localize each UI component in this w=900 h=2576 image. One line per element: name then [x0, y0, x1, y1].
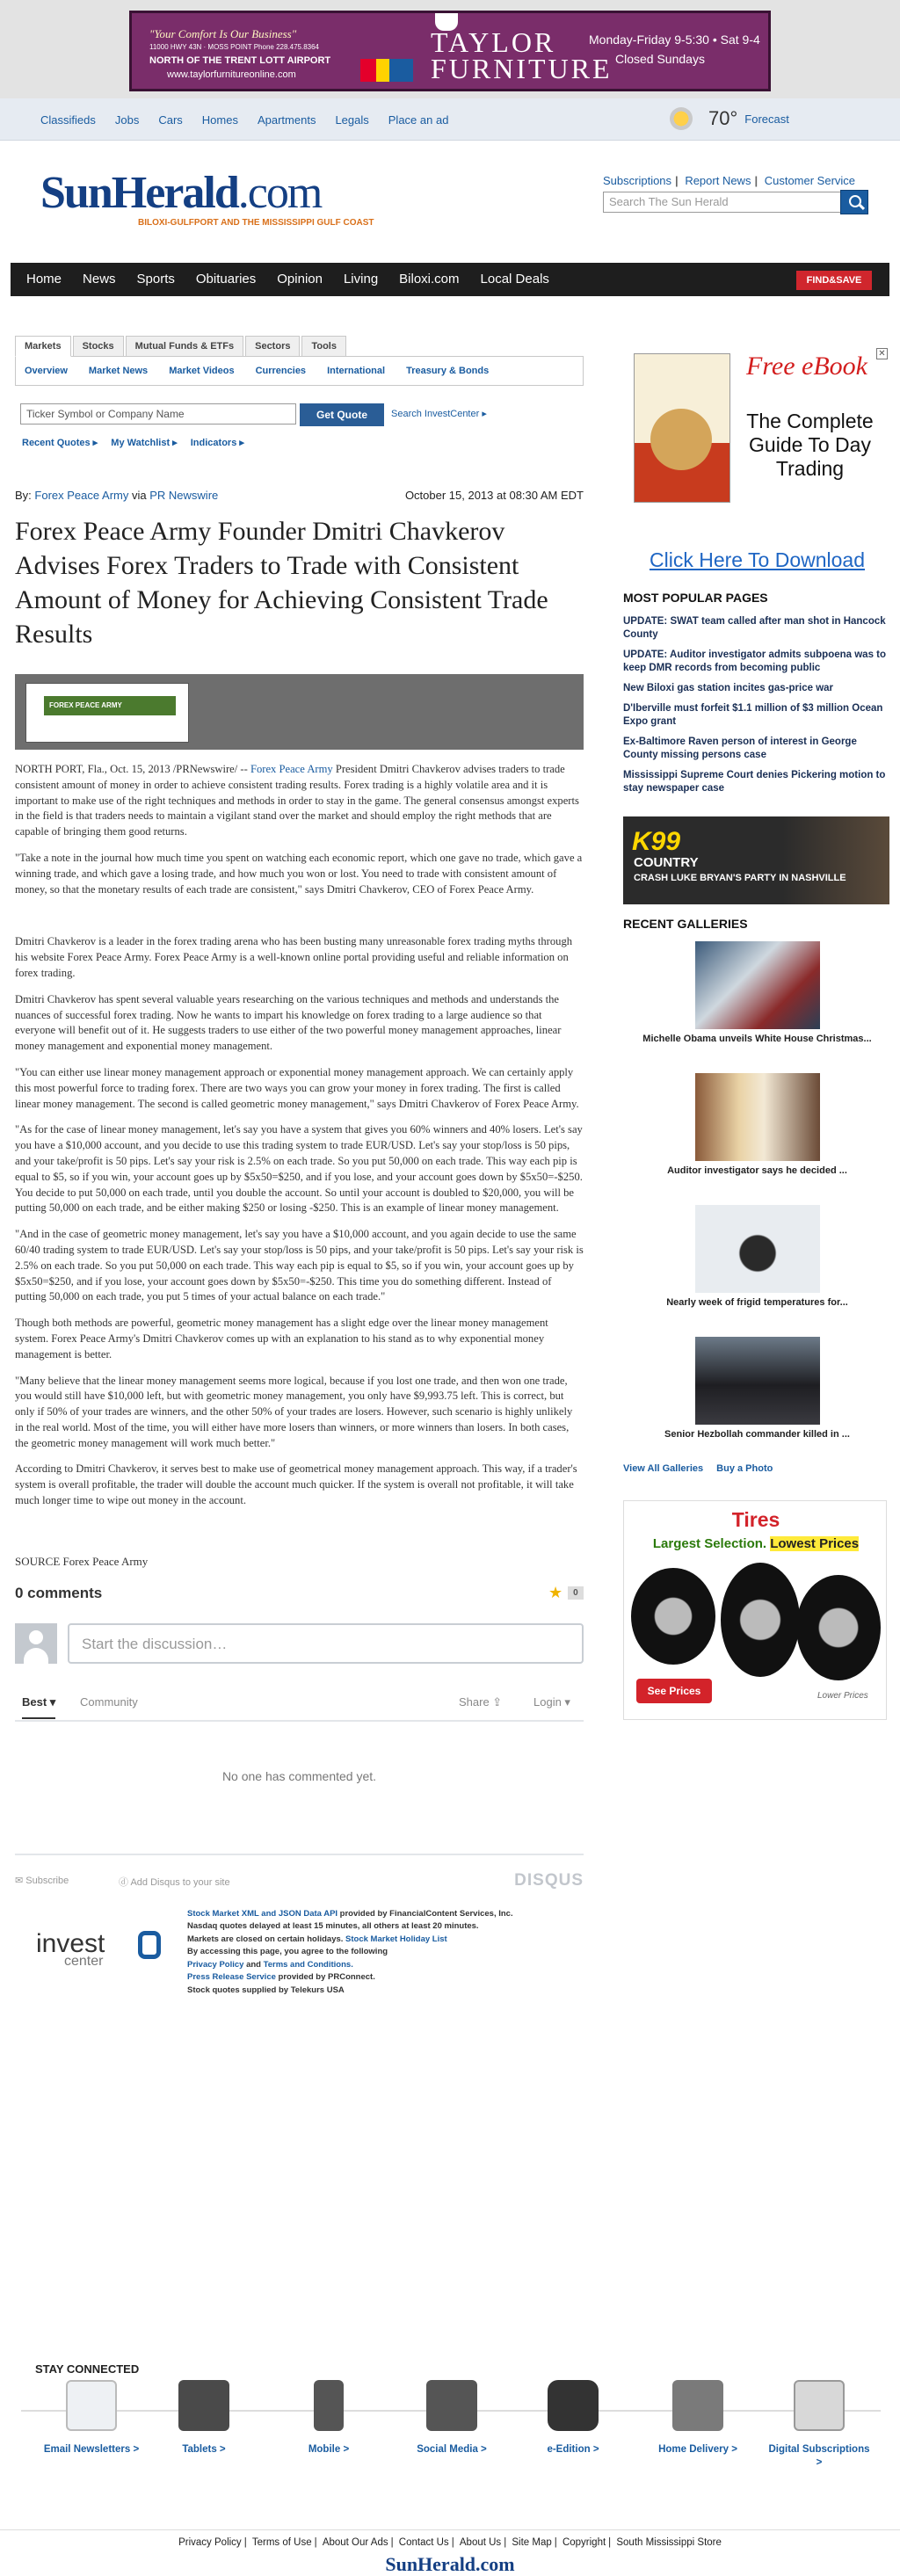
nav-biloxi[interactable]: Biloxi.com: [399, 272, 460, 287]
get-quote-button[interactable]: Get Quote: [300, 403, 384, 426]
comment-count: 0 comments: [15, 1584, 103, 1601]
site-logo[interactable]: [40, 167, 321, 219]
social-media-link[interactable]: Social Media >: [417, 2444, 487, 2455]
recommend-count: 0: [568, 1586, 584, 1600]
email-newsletters-link[interactable]: Email Newsletters >: [43, 2444, 140, 2455]
popular-item[interactable]: D'Iberville must forfeit $1.1 million of $3 million Ocean Expo grant: [623, 703, 883, 727]
tires-title: Tires: [731, 1508, 780, 1531]
paragraph-5: "You can either use linear money management approach or exponential money management approach. We can certainly apply this most powerful force to trading forex. There are two ways you can grow your money in forex trading. The first is called linear money management. The second is called geometric money management," says Dmitri Chavkerov of Forex Peace Army.: [15, 1065, 579, 1110]
ad-website: www.taylorfurnitureonline.com: [167, 69, 296, 80]
gallery-item[interactable]: [623, 1194, 891, 1326]
stay-connected-title: STAY CONNECTED: [35, 2362, 140, 2376]
community-tab[interactable]: Community: [80, 1694, 138, 1709]
investcenter-logo-word: invest: [36, 1928, 105, 1958]
e-edition-link[interactable]: e-Edition >: [547, 2444, 599, 2455]
site-footer: Privacy Policy | Terms of Use | About Our Ads | Contact Us | About Us | Site Map | Copyright | South Mississippi Store: [0, 2529, 900, 2548]
credit-cards-icon: [360, 59, 413, 82]
top-ad-area: [0, 0, 900, 98]
gallery-thumbnail[interactable]: [695, 941, 820, 1029]
paragraph-6: "As for the case of linear money management, let's say you have a system that gives you 60% winners and 40% losers. Let's say you have a $10,000 account, and you decide to use this trading system to trade EUR/USD. Let's say your stop/loss is 50 pips, and your take/profit is 50 pips. Let's say your risk is 2.5% on each trade. So you put 50,000 on each trade. This way each pip is equal to $5, so if you win, your account goes up by $5x50=$250, and if you lose, and your account goes down by $5x50=-$250. You decide to put 50,000 on each trade, until you double the account. So until your account is doubled to $20,000, you will be putting 50,000 on each trade, and be either making $250 or losing -$250. This is an example of linear money management.: [15, 1123, 583, 1215]
paragraph-4: Dmitri Chavkerov has spent several valuable years researching on the various techniques and methods and understands the nuances of successful forex trading. Now he wants to impart his knowledge on forex trading to a large audience so that everyone will benefit out of it. He suggests traders to use either of the two powerful money management approaches, linear money management and exponential money management.: [15, 992, 562, 1053]
ebook-ad[interactable]: [623, 348, 891, 578]
subtab-overview[interactable]: Overview: [25, 366, 68, 376]
paragraph-7: "And in the case of geometric money management, let's say you have a $10,000 account, and you again decide to use the same 60/40 trading system to trade EUR/USD. Let's say your stop/loss is 50 pips, and your take/profit is 50 pips. Let's say your risk is 2.5% on each trade. So you put 50,000 on each trade. This way each pip is equal to $5, so if you win, your account goes up by $5x50=$250, and if you lose, your account goes down by $5x50=-$250. This time you do something different. Instead of putting 50,000 on each trade, you put 5 times of your actual balance on each trade.": [15, 1228, 584, 1303]
ad-location: NORTH OF THE TRENT LOTT AIRPORT: [149, 55, 331, 66]
forex-peace-army-link[interactable]: Forex Peace Army: [250, 763, 333, 775]
book-cover-image: [634, 353, 730, 503]
investcenter-logo-sub: center: [64, 1953, 104, 1969]
util-link-place-ad[interactable]: Place an ad: [388, 113, 449, 127]
terms-link[interactable]: Terms and Conditions.: [263, 1959, 353, 1970]
article-source: SOURCE Forex Peace Army: [15, 1554, 149, 1568]
sort-best[interactable]: Best ▾: [22, 1695, 55, 1719]
investcenter-info: [15, 1908, 584, 1999]
nav-living[interactable]: Living: [343, 272, 379, 287]
util-link-cars[interactable]: Cars: [158, 113, 183, 127]
tablets-link[interactable]: Tablets >: [182, 2444, 226, 2455]
disclaimer-line-5-and: and: [243, 1959, 264, 1970]
avatar: [15, 1623, 57, 1664]
masthead: [0, 141, 900, 264]
disclaimer-line-6-rest: provided by PRConnect.: [275, 1972, 375, 1983]
util-link-classifieds[interactable]: Classifieds: [40, 113, 96, 127]
search-icon[interactable]: [840, 190, 868, 214]
k99-country-ad[interactable]: [623, 816, 889, 904]
tablets[interactable]: [151, 2380, 257, 2456]
gallery-item[interactable]: [623, 1063, 891, 1194]
footer-store[interactable]: South Mississippi Store: [616, 2537, 722, 2548]
social-media[interactable]: [399, 2380, 504, 2456]
gallery-caption[interactable]: Nearly week of frigid temperatures for...: [666, 1297, 848, 1308]
investcenter-logo: [36, 1929, 105, 1970]
tab-mutual-funds[interactable]: Mutual Funds & ETFs: [126, 336, 243, 357]
comment-sort-bar: [15, 1695, 584, 1722]
find-and-save-button[interactable]: FIND&SAVE: [796, 271, 872, 290]
nav-opinion[interactable]: Opinion: [277, 272, 323, 287]
recent-quotes-link[interactable]: Recent Quotes ▸: [22, 438, 98, 448]
paragraph-1-text: President Dmitri Chavkerov advises traders to trade consistent amount of money in order to achieve consistent trading results. Forex trading is a highly volatile area and it is important to make use of the right techniques and methods in order to stay in the game. The general consensus amongst experts in the field is that traders needs to maintain a vigilant stand over the market and should employ the right methods that are capable of bringing them good returns.: [15, 763, 579, 838]
temperature: 70°: [708, 107, 738, 129]
digital-subscriptions-link[interactable]: Digital Subscriptions >: [768, 2444, 870, 2468]
nav-local-deals[interactable]: Local Deals: [480, 272, 549, 287]
tires-ad[interactable]: [623, 1500, 887, 1720]
forex-logo-text: FOREX PEACE ARMY: [44, 696, 176, 715]
logo-dot-com: .com: [237, 168, 322, 218]
comment-composer: [15, 1623, 584, 1664]
paragraph-2: "Take a note in the journal how much time you spent on watching each economic report, which one gave no trade, which gave a winning trade, and which gave a losing trade, and how much you won or lost. You need to trade with consistent amount of money, so that the monetary results of each trade are consistent," says Dmitri Chavkerov, CEO of Forex Peace Army.: [15, 851, 583, 896]
comments-header: [15, 1585, 584, 1602]
gallery-caption[interactable]: Michelle Obama unveils White House Christmas...: [642, 1034, 872, 1044]
add-disqus-link[interactable]: ⓓ Add Disqus to your site: [119, 1876, 230, 1888]
lower-prices-tag: Lower Prices: [817, 1691, 868, 1701]
tab-stocks[interactable]: Stocks: [73, 336, 124, 357]
ad-brand-line1: TAYLOR: [431, 26, 556, 58]
paragraph-8: Though both methods are powerful, geometric money management has a slight edge over the linear money management system. Forex Peace Army's Dmitri Chavkerov comes up with an explanation to his stand as to why exponential money management is better.: [15, 1317, 548, 1361]
digital-news-icon: [794, 2380, 845, 2431]
facebook-twitter-icon: [426, 2380, 477, 2431]
home-delivery[interactable]: [645, 2380, 751, 2456]
ebook-guide-title: The Complete Guide To Day Trading: [746, 410, 874, 480]
finance-tabs: [15, 336, 584, 357]
footer-ads[interactable]: About Our Ads: [322, 2537, 388, 2548]
mobile-link[interactable]: Mobile >: [308, 2444, 350, 2455]
partly-cloudy-icon: [670, 107, 693, 130]
main-nav: [11, 263, 889, 296]
tab-sectors[interactable]: Sectors: [245, 336, 300, 357]
recent-galleries-title: RECENT GALLERIES: [623, 917, 748, 931]
disclaimer-line-3: [187, 1934, 592, 1947]
gallery-item[interactable]: [623, 931, 891, 1063]
see-prices-button[interactable]: See Prices: [636, 1679, 712, 1703]
article-column: [15, 336, 584, 1999]
utility-nav: [0, 98, 900, 141]
paragraph-10: According to Dmitri Chavkerov, it serves best to make use of geometrical money management approach. This way, if a trader's system is overall profitable, the trader will double the account much quicker. If the system is overall not profitable, it will take much longer time to wipe out money in the account.: [15, 1462, 577, 1507]
footer-copyright[interactable]: Copyright: [562, 2537, 606, 2548]
tire-image: [631, 1568, 715, 1665]
subscriptions-link[interactable]: Subscriptions: [603, 174, 672, 187]
close-icon[interactable]: ✕: [876, 348, 888, 359]
subtab-market-news[interactable]: Market News: [88, 366, 149, 376]
gallery-thumbnail[interactable]: [695, 1205, 820, 1293]
customer-service-link[interactable]: Customer Service: [764, 174, 856, 187]
article-body: [15, 762, 584, 1509]
sidebar: [623, 348, 891, 1720]
disclaimer-line-1: [187, 1908, 592, 1921]
disclaimer-line-3-text: Markets are closed on certain holidays.: [187, 1934, 346, 1944]
byline-by: By:: [15, 489, 32, 502]
mobile[interactable]: [276, 2380, 381, 2456]
k99-promo: CRASH LUKE BRYAN'S PARTY IN NASHVILLE: [634, 873, 846, 883]
finance-subtabs: [15, 356, 584, 386]
ebook-free-title: Free eBook: [746, 352, 867, 381]
ad-slogan: "Your Comfort Is Our Business": [149, 27, 297, 40]
article-date: October 15, 2013 at 08:30 AM EDT: [404, 489, 584, 502]
my-watchlist-link[interactable]: My Watchlist ▸: [111, 438, 178, 448]
disclaimer-line-6: [187, 1971, 592, 1985]
mobile-phone-icon: [314, 2380, 344, 2431]
email-newsletters[interactable]: [39, 2380, 144, 2456]
nav-home[interactable]: Home: [26, 272, 62, 287]
util-link-apartments[interactable]: Apartments: [257, 113, 316, 127]
popular-item[interactable]: New Biloxi gas station incites gas-price war: [623, 683, 834, 693]
disclaimer-line-7: Stock quotes supplied by Telekurs USA: [187, 1985, 345, 1995]
discussion-input[interactable]: Start the discussion…: [68, 1623, 584, 1664]
investcenter-disclaimer: [187, 1908, 592, 1998]
taylor-furniture-ad[interactable]: [129, 11, 771, 91]
disqus-footer: [15, 1854, 584, 1894]
subtab-international[interactable]: International: [327, 366, 386, 376]
tab-markets[interactable]: Markets: [15, 336, 71, 357]
byline-authors: [15, 489, 218, 502]
popular-item[interactable]: Ex-Baltimore Raven person of interest in George County missing persons case: [623, 737, 857, 760]
digital-subscriptions[interactable]: [766, 2380, 872, 2470]
ticker-input[interactable]: Ticker Symbol or Company Name: [20, 403, 296, 424]
nav-sports[interactable]: Sports: [136, 272, 175, 287]
share-button[interactable]: Share ⇪: [459, 1694, 503, 1709]
util-link-legals[interactable]: Legals: [335, 113, 369, 127]
recommend-widget[interactable]: [548, 1585, 584, 1602]
forex-peace-army-logo: [25, 683, 189, 743]
gallery-thumbnail[interactable]: [695, 1073, 820, 1161]
report-news-link[interactable]: Report News: [685, 174, 751, 187]
popular-item[interactable]: UPDATE: SWAT team called after man shot in Hancock County: [623, 616, 886, 640]
site-tagline: BILOXI-GULFPORT AND THE MISSISSIPPI GULF COAST: [138, 218, 374, 228]
author-link[interactable]: Forex Peace Army: [34, 489, 129, 502]
footer-sitemap[interactable]: Site Map: [512, 2537, 552, 2548]
tires-subtitle-a: Largest Selection.: [652, 1536, 771, 1551]
subtab-currencies[interactable]: Currencies: [255, 366, 307, 376]
k99-country: COUNTRY: [634, 855, 699, 870]
gallery-item[interactable]: [623, 1326, 891, 1458]
holiday-list-link[interactable]: Stock Market Holiday List: [345, 1934, 447, 1944]
popular-item[interactable]: Mississippi Supreme Court denies Pickering motion to stay newspaper case: [623, 770, 886, 794]
disclaimer-line-5: [187, 1959, 592, 1972]
view-all-galleries-link[interactable]: View All Galleries: [623, 1463, 704, 1474]
gallery-links: [623, 1463, 891, 1474]
disclaimer-line-1-rest: provided by FinancialContent Services, Inc.: [338, 1908, 513, 1919]
gallery-caption[interactable]: Auditor investigator says he decided ...: [667, 1165, 847, 1176]
disqus-logo[interactable]: DISQUS: [514, 1870, 584, 1890]
investcenter-mark-icon: [138, 1931, 161, 1959]
e-edition-icon: [548, 2380, 599, 2431]
byline: [15, 489, 584, 502]
paragraph-3: Dmitri Chavkerov is a leader in the forex trading arena who has been busting many unreasonable forex trading myths through his website Forex Peace Army. Forex Peace Army is a well-known online portal providing useful and reliable information on forex trading.: [15, 935, 573, 979]
logo-main: SunHerald: [40, 168, 238, 218]
ad-hours: Monday-Friday 9-5:30 • Sat 9-4: [589, 33, 760, 47]
article-headline: Forex Peace Army Founder Dmitri Chavkerov Advises Forex Traders to Trade with Consistent Amount of Money for Achieving Consistent Trade Results: [15, 517, 548, 649]
article-image-bar: [15, 674, 584, 750]
buy-photo-link[interactable]: Buy a Photo: [716, 1463, 773, 1474]
tablet-icon: [178, 2380, 229, 2431]
star-icon[interactable]: ★: [548, 1584, 563, 1602]
disclaimer-line-2: Nasdaq quotes delayed at least 15 minutes, all others at least 20 minutes.: [187, 1921, 479, 1932]
dateline: NORTH PORT, Fla., Oct. 15, 2013 /PRNewswire/ --: [15, 763, 248, 775]
footer-contact[interactable]: Contact Us: [398, 2537, 449, 2548]
popular-item[interactable]: UPDATE: Auditor investigator admits subpoena was to keep DMR records from becoming public: [623, 649, 887, 673]
tires-subtitle: [624, 1536, 887, 1551]
press-release-link[interactable]: Press Release Service: [187, 1972, 276, 1983]
finance-links: [15, 437, 584, 448]
k99-logo: K99: [632, 827, 681, 856]
site-search-input[interactable]: Search The Sun Herald: [603, 192, 851, 213]
tire-image: [721, 1563, 800, 1677]
quote-search: [15, 403, 584, 426]
content-area: [0, 297, 900, 2354]
disclaimer-line-4: By accessing this page, you agree to the following: [187, 1947, 388, 1957]
source-link[interactable]: PR Newswire: [149, 489, 219, 502]
gallery-thumbnail[interactable]: [695, 1337, 820, 1425]
footer-privacy[interactable]: Privacy Policy: [178, 2537, 242, 2548]
weather-widget[interactable]: [670, 107, 789, 130]
e-edition[interactable]: [520, 2380, 626, 2456]
recent-galleries: [623, 917, 891, 1474]
ad-brand-line2: FURNITURE: [431, 53, 613, 84]
subscribe-link[interactable]: ✉ Subscribe: [15, 1875, 69, 1886]
paragraph-1: [15, 762, 584, 840]
indicators-link[interactable]: Indicators ▸: [190, 438, 244, 448]
newspaper-icon: [672, 2380, 723, 2431]
stay-connected: [11, 2362, 889, 2521]
most-popular: [623, 591, 891, 795]
forecast-link[interactable]: Forecast: [744, 112, 789, 126]
util-link-jobs[interactable]: Jobs: [114, 113, 140, 127]
nav-news[interactable]: News: [83, 272, 116, 287]
home-delivery-link[interactable]: Home Delivery >: [658, 2444, 737, 2455]
paragraph-9: "Many believe that the linear money management seems more logical, because if you lost one trade, and then won one trade, you would still have $10,000 left, but with geometric money management, you only have $9,993.75 left. This is correct, but only if 50% of your trades are winners, and the other 50% of your trades are losers. However, such scenario is highly unlikely in the real world. Most of the time, you will either have more losers than winners, or more winners than losers. In both cases, the geometric money management will work much better.": [15, 1374, 573, 1449]
privacy-policy-link[interactable]: Privacy Policy: [187, 1959, 244, 1970]
ad-closed: Closed Sundays: [615, 52, 705, 66]
gallery-caption[interactable]: Senior Hezbollah commander killed in ...: [664, 1429, 850, 1440]
no-comments-message: No one has commented yet.: [221, 1768, 377, 1783]
tab-tools[interactable]: Tools: [301, 336, 346, 357]
ebook-download-link[interactable]: Click Here To Download: [649, 548, 865, 571]
ad-address: 11000 HWY 43N · MOSS POINT Phone 228.475.8364: [149, 43, 319, 51]
tires-subtitle-b: Lowest Prices: [770, 1536, 860, 1551]
byline-via: via: [131, 489, 147, 502]
subtab-market-videos[interactable]: Market Videos: [169, 366, 235, 376]
header-links: Subscriptions | Report News | Customer Service: [603, 174, 856, 187]
data-api-link[interactable]: Stock Market XML and JSON Data API: [187, 1908, 338, 1919]
nav-obituaries[interactable]: Obituaries: [195, 272, 257, 287]
search-investcenter-link[interactable]: Search InvestCenter ▸: [391, 409, 487, 419]
footer-about[interactable]: About Us: [459, 2537, 502, 2548]
login-button[interactable]: Login ▾: [533, 1694, 570, 1709]
tire-image: [796, 1575, 881, 1680]
subtab-treasury-bonds[interactable]: Treasury & Bonds: [406, 366, 490, 376]
footer-logo[interactable]: SunHerald.com: [385, 2553, 515, 2575]
most-popular-title: MOST POPULAR PAGES: [623, 591, 768, 605]
util-link-homes[interactable]: Homes: [201, 113, 238, 127]
envelope-icon: [66, 2380, 117, 2431]
footer-terms[interactable]: Terms of Use: [251, 2537, 312, 2548]
ad-brand: [431, 26, 613, 84]
